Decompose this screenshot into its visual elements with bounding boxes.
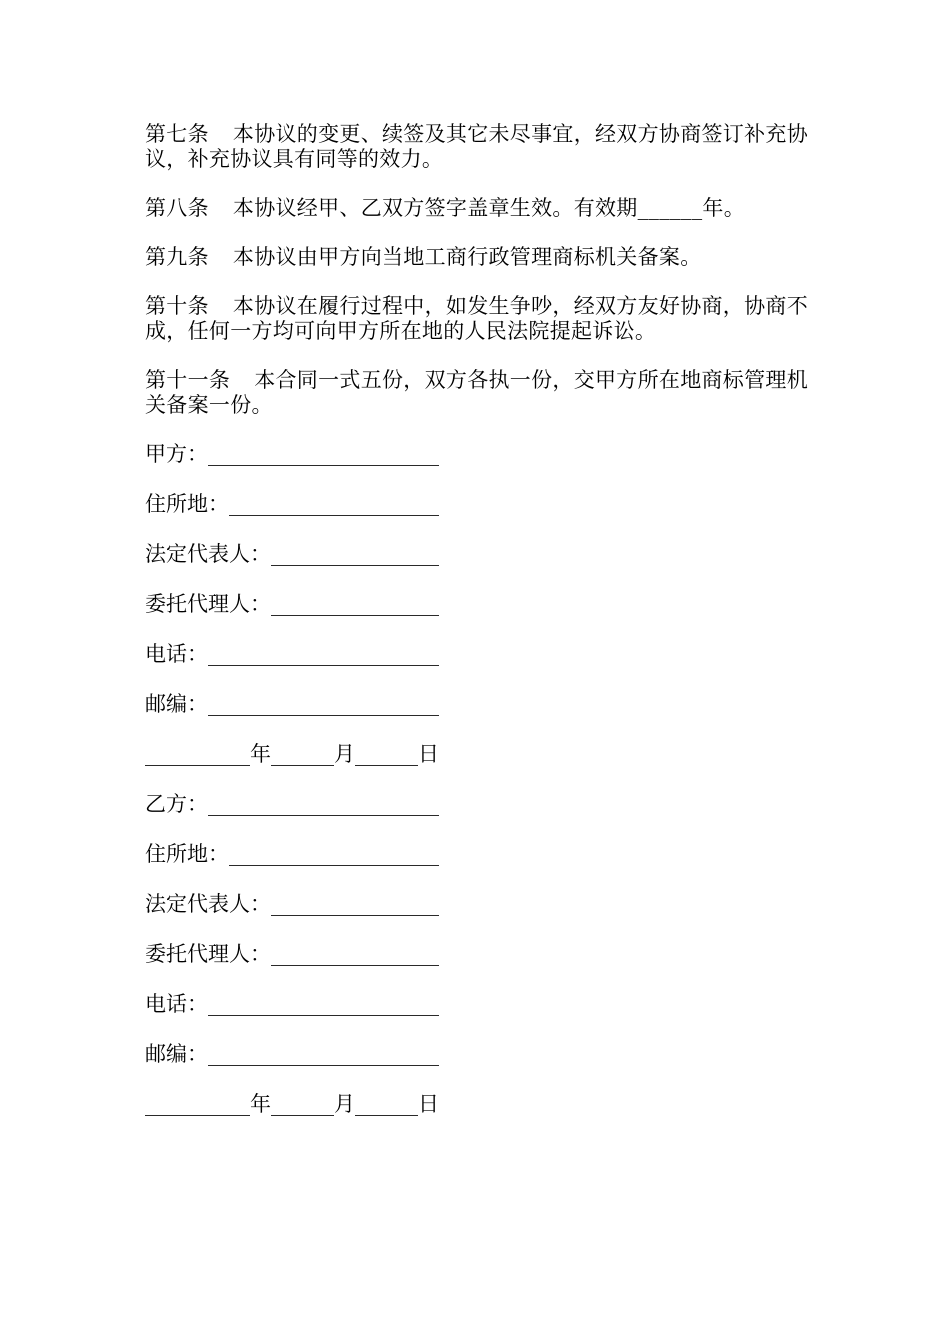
- party-b-name-field: 乙方：______________________: [145, 792, 439, 816]
- party-b-postcode-field: 邮编：______________________: [145, 1042, 439, 1066]
- article-7: [145, 122, 810, 172]
- party-b-date-field: __________年______月______日: [145, 1092, 439, 1116]
- contract-page: [145, 122, 810, 1142]
- article-10: [145, 294, 810, 344]
- party-a-legal-rep-field: 法定代表人：________________: [145, 542, 439, 566]
- article-7-heading: 第七条: [145, 122, 209, 146]
- article-11: [145, 368, 810, 418]
- article-11-text: 本合同一式五份，双方各执一份，交甲方所在地商标管理机关备案一份。: [145, 368, 809, 417]
- article-9-heading: 第九条: [145, 245, 209, 269]
- party-a-agent-field: 委托代理人：________________: [145, 592, 439, 616]
- article-10-heading: 第十条: [145, 294, 209, 318]
- article-10-text: 本协议在履行过程中，如发生争吵，经双方友好协商，协商不成，任何一方均可向甲方所在地的人民法院提起诉讼。: [145, 294, 809, 343]
- article-8-text: 本协议经甲、乙双方签字盖章生效。有效期______年。: [232, 196, 746, 220]
- article-11-heading: 第十一条: [145, 368, 231, 392]
- party-b-legal-rep-field: 法定代表人：________________: [145, 892, 439, 916]
- party-a-date-field: __________年______月______日: [145, 742, 439, 766]
- article-9-text: 本协议由甲方向当地工商行政管理商标机关备案。: [232, 245, 702, 269]
- article-8-heading: 第八条: [145, 196, 209, 220]
- party-b-agent-field: 委托代理人：________________: [145, 942, 439, 966]
- party-a-name-field: 甲方：______________________: [145, 442, 439, 466]
- article-8: [145, 196, 810, 221]
- party-a-address-field: 住所地：____________________: [145, 492, 439, 516]
- party-b-address-field: 住所地：____________________: [145, 842, 439, 866]
- article-7-text: 本协议的变更、续签及其它未尽事宜，经双方协商签订补充协议，补充协议具有同等的效力。: [145, 122, 809, 171]
- party-a-phone-field: 电话：______________________: [145, 642, 439, 666]
- article-9: [145, 245, 810, 270]
- party-b-phone-field: 电话：______________________: [145, 992, 439, 1016]
- party-a-postcode-field: 邮编：______________________: [145, 692, 439, 716]
